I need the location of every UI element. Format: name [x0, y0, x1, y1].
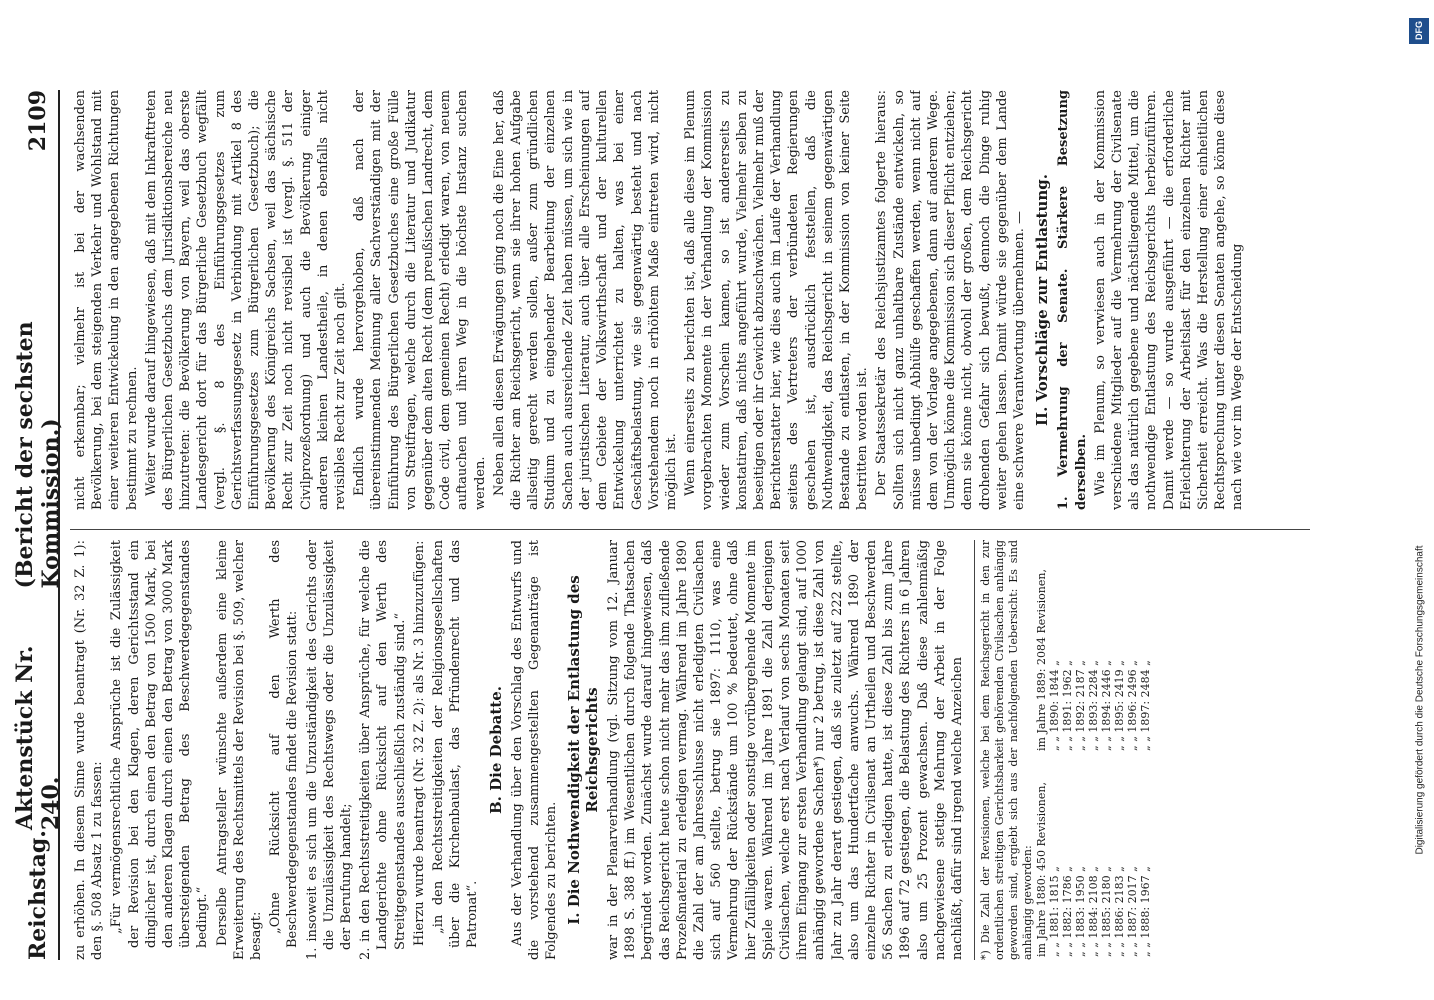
quote: „Ohne Rücksicht auf den Werth des Beschwerdegegenstandes findet die Revision statt: — [268, 540, 301, 948]
table-row — [1100, 540, 1113, 960]
table-row — [1113, 540, 1126, 960]
table-cell: im Jahre 1889: 2084 Revisionen, — [1035, 569, 1049, 751]
quote: „in den Rechtsstreitigkeiten der Religionsgesellschaften über die Kirchenbaulast, das Pfründenrecht und das Patronat“. — [431, 540, 481, 948]
table-cell: „ „ 1888: 1967 „ — [1139, 866, 1153, 957]
table-row — [1035, 540, 1048, 960]
paragraph: zu erhöhen. In diesem Sinne wurde beantragt (Nr. 32 Z. 1): den §. 508 Absatz 1 zu fassen: — [73, 540, 106, 960]
table-cell: „ „ 1886: 2183 „ — [1113, 866, 1127, 957]
paragraph: Neben allen diesen Erwägungen ging noch die Eine her, daß die Richter am Reichsgericht, wenn sie ihrer hohen Aufgabe allseitig gerecht werden sollen, außer zum gründlichen Studium und zu eingehender Bearbeitung der einzelnen Sachen auch ausreichende Zeit haben müssen, um sich wie in der juristischen Literatur, auch über alle Erscheinungen auf dem Gebiete der Volkswirthschaft und der kulturellen Entwickelung unterrichtet zu halten, was bei einer Geschäftsbelastung, wie sie gegenwärtig besteht und nach Vorstehendem noch in erhöhtem Maße eintreten wird, nicht möglich ist. — [491, 90, 679, 510]
watermark-text: Digitalisierung gefördert durch die Deutsche Forschungsgemeinschaft — [1414, 545, 1426, 855]
digitization-watermark — [1406, 10, 1434, 990]
dfg-logo: DFG — [1409, 18, 1429, 44]
page-number: 2109 — [25, 90, 51, 152]
header-report-title: (Bericht der sechsten Kommission.) — [12, 321, 64, 589]
right-column — [72, 90, 1320, 510]
paragraph: Endlich wurde hervorgehoben, daß nach der übereinstimmenden Meinung aller Sachverständigen mit der Einführung des Bürgerlichen Gesetzbuches eine große Fülle von Streitfragen, welche durch die Literatur und Judikatur gegenüber dem alten Recht (dem preußischen Landrecht, dem Code civil, dem gemeinen Recht) erledigt waren, von neuem auftauchen und ihren Weg in die höchste Instanz suchen werden. — [352, 90, 488, 510]
paragraph: nicht erkennbar; vielmehr ist bei der wachsenden Bevölkerung, bei dem steigenden Verkehr und Wohlstand mit einer weiteren Entwickelung in den angegebenen Richtungen bestimmt zu rechnen. — [73, 90, 140, 510]
paragraph: war in der Plenarverhandlung (vgl. Sitzung vom 12. Januar 1898 S. 388 ff.) im Wesentlichen durch folgende Thatsachen begründet worden. Zunächst wurde darauf hingewiesen, daß das Reichsgericht heute schon nicht mehr das ihm zufließende Prozeßmaterial zu erledigen vermag. Während im Jahre 1890 die Zahl der am Jahresschlusse nicht erledigten Civilsachen sich auf 560 stellte, betrug sie 1897: 1110, was eine Vermehrung der Rückstände um 100 % bedeutet, ohne daß hier Zufälligkeiten oder sonstige vorübergehende Momente im Spiele waren. Während im Jahre 1891 die Zahl derjenigen Civilsachen, welche erst nach Verlauf von sechs Monaten seit ihrem Eingang zur ersten Verhandlung gelangt sind, auf 1000 anhängig gewordene Sachen*) nur 2 betrug, ist diese Zahl von Jahr zu Jahr derart gestiegen, daß sie zuletzt auf 222 stellte, also um das Hundertfache anwuchs. Während 1890 der einzelne Richter in Civilsenat an Urtheilen und Beschwerden 56 Sachen zu erledigen hatte, ist diese Zahl bis zum Jahre 1896 auf 72 gestiegen, die Belastung des Richters in 6 Jahren also um 25 Prozent gewachsen. Daß diese zahlenmäßig nachgewiesene stetige Mehrung der Arbeit in der Folge nachläßt, dafür sind irgend welche Anzeichen — [605, 540, 965, 960]
table-cell: „ „ 1892: 2187 „ — [1074, 660, 1088, 751]
table-row — [1126, 540, 1139, 960]
quote: „Für vermögensrechtliche Ansprüche ist die Zulässigkeit der Revision bei den Klagen, deren Gerichtsstand ein dinglicher ist, durch einen den Betrag von 1500 Mark, bei den anderen Klagen durch einen den Betrag von 3000 Mark übersteigenden Betrag des Beschwerdegegenstandes bedingt.“ — [109, 540, 211, 948]
paragraph: Wenn einerseits zu berichten ist, daß alle diese im Plenum vorgebrachten Momente in der Verhandlung der Kommission wieder zum Vorschein kamen, so ist andererseits zu konstatiren, daß nichts angeführt wurde, Vielmehr selben zu beseitigen oder ihr Gewicht abzuschwächen. Vielmehr muß der Berichterstatter hier, wie dies auch im Laufe der Verhandlung seitens des Vertreters der verbündeten Regierungen geschehen ist, ausdrücklich feststellen, daß die Nothwendigkeit, das Reichsgericht in seinem gegenwärtigen Bestande zu entlasten, in der Kommission von keiner Seite bestritten worden ist. — [683, 90, 871, 510]
subsection-heading: I. Die Nothwendigkeit der Entlastung des Reichsgerichts — [565, 575, 601, 925]
list-item: 2. in den Rechtsstreitigkeiten über Ansprüche, für welche die Landgerichte ohne Rücksicht auf den Werth des Streitgegenstandes ausschließlich zuständig sind.“ — [358, 540, 408, 960]
table-cell: „ „ 1891: 1962 „ — [1061, 660, 1075, 751]
table-cell: „ „ 1897: 2484 „ — [1139, 660, 1153, 751]
paragraph: Derselbe Antragsteller wünschte außerdem eine kleine Erweiterung des Rechtsmittels der Revision bei §. 509, welcher besagt: — [214, 540, 265, 960]
revisions-table — [1035, 540, 1152, 960]
table-row — [1139, 540, 1152, 960]
section-heading: B. Die Debatte. — [486, 686, 505, 814]
paragraph: Aus der Verhandlung über den Vorschlag des Entwurfs und die vorstehend zusammengestellten Gegenanträge ist Folgendes zu berichten. — [509, 540, 560, 960]
table-cell: „ „ 1882: 1786 „ — [1061, 866, 1075, 957]
subsection-heading: 1. Vermehrung der Senate. Stärkere Besetzung derselben. — [1056, 90, 1089, 510]
table-cell: „ „ 1884: 2108 „ — [1087, 866, 1101, 957]
paragraph: Hierzu wurde beantragt (Nr. 32 Z. 2): als Nr. 3 hinzuzufügen: — [411, 540, 427, 946]
table-cell: „ „ 1890: 1844 „ — [1048, 660, 1062, 751]
paragraph: Weiter wurde darauf hingewiesen, daß mit dem Inkrafttreten des Bürgerlichen Gesetzbuchs dem Jurisdiktionsbereiche neu hinzutreten: die Bevölkerung von Bayern, weil das oberste Landesgericht dort für das Bürgerliche Gesetzbuch wegfällt (vergl. §. 8 des Einführungsgesetzes zum Gerichtsverfassungsgesetz in Verbindung mit Artikel 8 des Einführungsgesetzes zum Bürgerlichen Gesetzbuch); die Bevölkerung des Königreichs Sachsen, weil das sächsische Recht zur Zeit noch nicht revisibel ist (vergl. §. 511 der Civilprozeßordnung) und auch die Bevölkerung einiger anderen kleinen Landestheile, in denen ebenfalls nicht revisibles Recht zur Zeit noch gilt. — [143, 90, 349, 510]
table-cell: im Jahre 1880: 450 Revisionen, — [1035, 782, 1049, 957]
header-document-number: Aktenstück Nr. 240. — [12, 645, 64, 831]
table-cell: „ „ 1887: 2017 „ — [1126, 866, 1140, 957]
table-row — [1087, 540, 1100, 960]
table-row — [1048, 540, 1061, 960]
left-column — [72, 540, 1320, 960]
paragraph: Wie im Plenum, so verwiesen auch in der Kommission verschiedene Mitglieder auf die Vermehrung der Civilsenate als das natürlich gegebene und nächstliegende Mittel, um die nothwendige Entlastung des Reichsgerichts herbeizuführen. Damit werde — so wurde ausgeführt — die erforderliche Erleichterung der Arbeitslast für den einzelnen Richter mit Sicherheit erreicht. Was die Herstellung einer einheitlichen Rechtsprechung unter diesen Senaten angehe, so könne diese nach wie vor im Wege der Entscheidung — [1092, 90, 1246, 510]
table-cell: „ „ 1894: 2446 „ — [1100, 660, 1114, 751]
document-page — [0, 50, 1350, 1000]
footnote — [974, 540, 1152, 960]
header-left: Reichstag. — [25, 830, 51, 960]
table-cell: „ „ 1895: 2419 „ — [1113, 660, 1127, 751]
section-heading: II. Vorschläge zur Entlastung. — [1033, 174, 1052, 426]
table-cell: „ „ 1883: 1950 „ — [1074, 866, 1088, 957]
table-cell: „ „ 1881: 1815 „ — [1048, 866, 1062, 957]
table-cell: „ „ 1885: 2180 „ — [1100, 866, 1114, 957]
table-cell: „ „ 1893: 2284 „ — [1087, 660, 1101, 751]
list-item: 1. insoweit es sich um die Unzuständigkeit des Gerichts oder die Unzulässigkeit des Rechtswegs oder die Unzulässigkeit der Berufung handelt; — [304, 540, 355, 960]
table-row — [1061, 540, 1074, 960]
page-header — [12, 90, 64, 960]
column-divider — [70, 529, 1310, 530]
footnote-text: *) Die Zahl der Revisionen, welche bei dem Reichsgericht in den zur ordentlichen streitigen Gerichtsbarkeit gehörenden Civilsachen anhängig geworden sind, ergiebt sich aus der nachfolgenden Uebersicht: Es sind anhängig geworden: — [979, 540, 1035, 960]
table-cell: „ „ 1896: 2496 „ — [1126, 660, 1140, 751]
paragraph: Der Staatssekretär des Reichsjustizamtes folgerte hieraus: Sollten sich nicht ganz unhaltbare Zustände entwickeln, so müsse unbedingt Abhülfe geschaffen werden, wenn nicht auf dem von der Vorlage angegebenen, dann auf anderem Wege. Unmöglich könne die Kommission sich dieser Pflicht entziehen; denn sie könne nicht, obwohl der großen, dem Reichsgericht drohenden Gefahr sich bewußt, dennoch die Dinge ruhig weiter gehen lassen. Damit würde sie gegenüber dem Lande eine schwere Verantwortung übernehmen. — — [874, 90, 1027, 510]
table-row — [1074, 540, 1087, 960]
